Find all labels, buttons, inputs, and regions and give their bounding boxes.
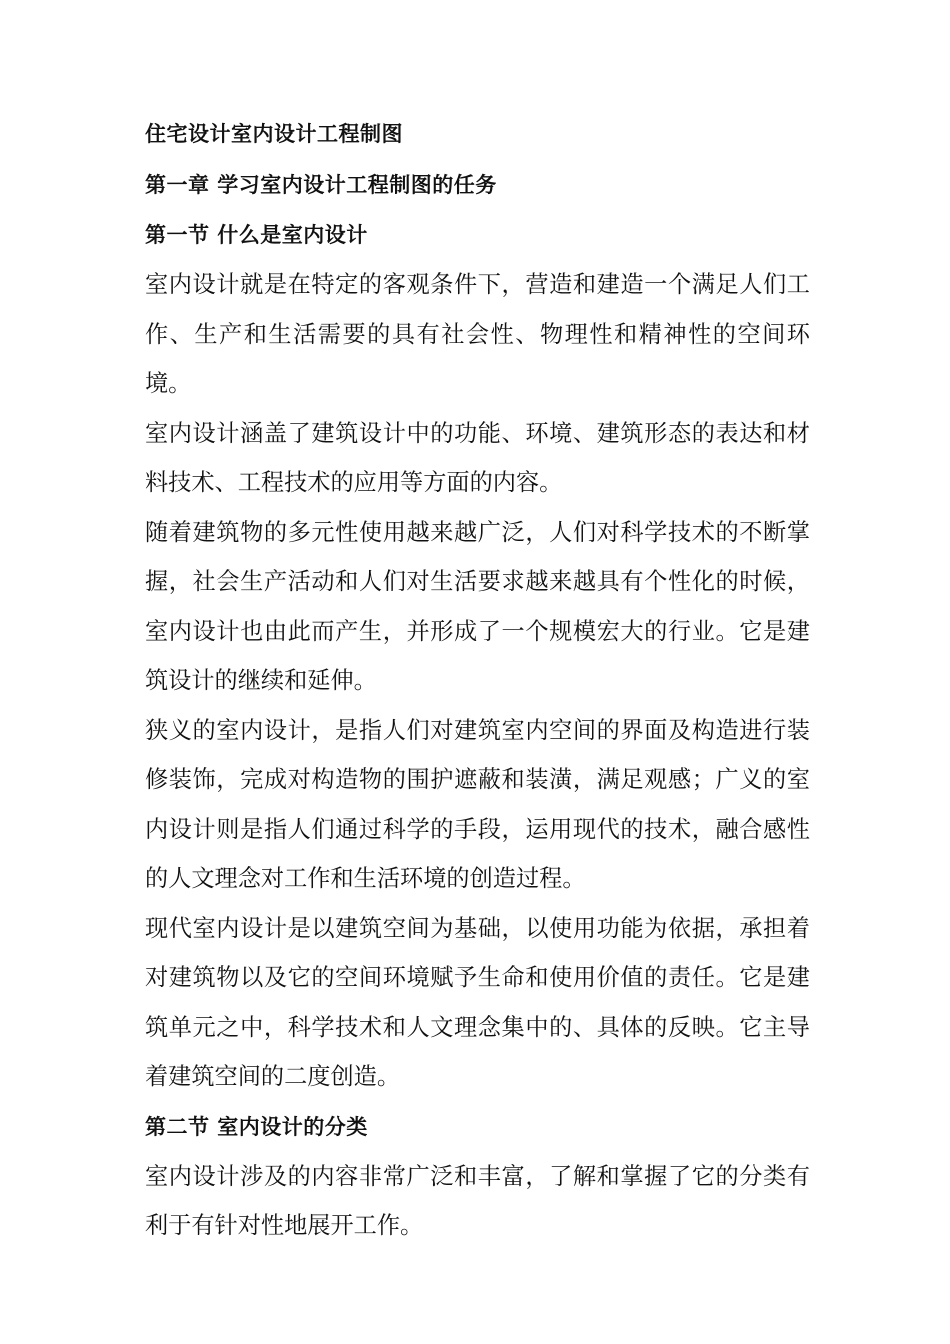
- paragraph: 室内设计涵盖了建筑设计中的功能、环境、建筑形态的表达和材料技术、工程技术的应用等方面的内容。: [145, 419, 810, 496]
- chapter-heading: 第一章 学习室内设计工程制图的任务: [145, 173, 497, 197]
- paragraph: 狭义的室内设计，是指人们对建筑室内空间的界面及构造进行装修装饰，完成对构造物的围护遮蔽和装潢，满足观感；广义的室内设计则是指人们通过科学的手段，运用现代的技术，融合感性的人文理念对工作和生活环境的创造过程。: [145, 716, 810, 892]
- document-title: 住宅设计室内设计工程制图: [145, 122, 403, 146]
- paragraph: 随着建筑物的多元性使用越来越广泛，人们对科学技术的不断掌握，社会生产活动和人们对生活要求越来越具有个性化的时候，室内设计也由此而产生，并形成了一个规模宏大的行业。它是建筑设计的继续和延伸。: [145, 518, 810, 694]
- paragraph: 室内设计涉及的内容非常广泛和丰富，了解和掌握了它的分类有利于有针对性地展开工作。: [145, 1162, 810, 1239]
- section-heading-1: 第一节 什么是室内设计: [145, 223, 368, 247]
- paragraph: 现代室内设计是以建筑空间为基础，以使用功能为依据，承担着对建筑物以及它的空间环境赋予生命和使用价值的责任。它是建筑单元之中，科学技术和人文理念集中的、具体的反映。它主导着建筑空间的二度创造。: [145, 914, 810, 1090]
- document-page: [145, 108, 810, 1251]
- paragraph: 室内设计就是在特定的客观条件下，营造和建造一个满足人们工作、生产和生活需要的具有社会性、物理性和精神性的空间环境。: [145, 271, 810, 397]
- section-heading-2: 第二节 室内设计的分类: [145, 1114, 368, 1139]
